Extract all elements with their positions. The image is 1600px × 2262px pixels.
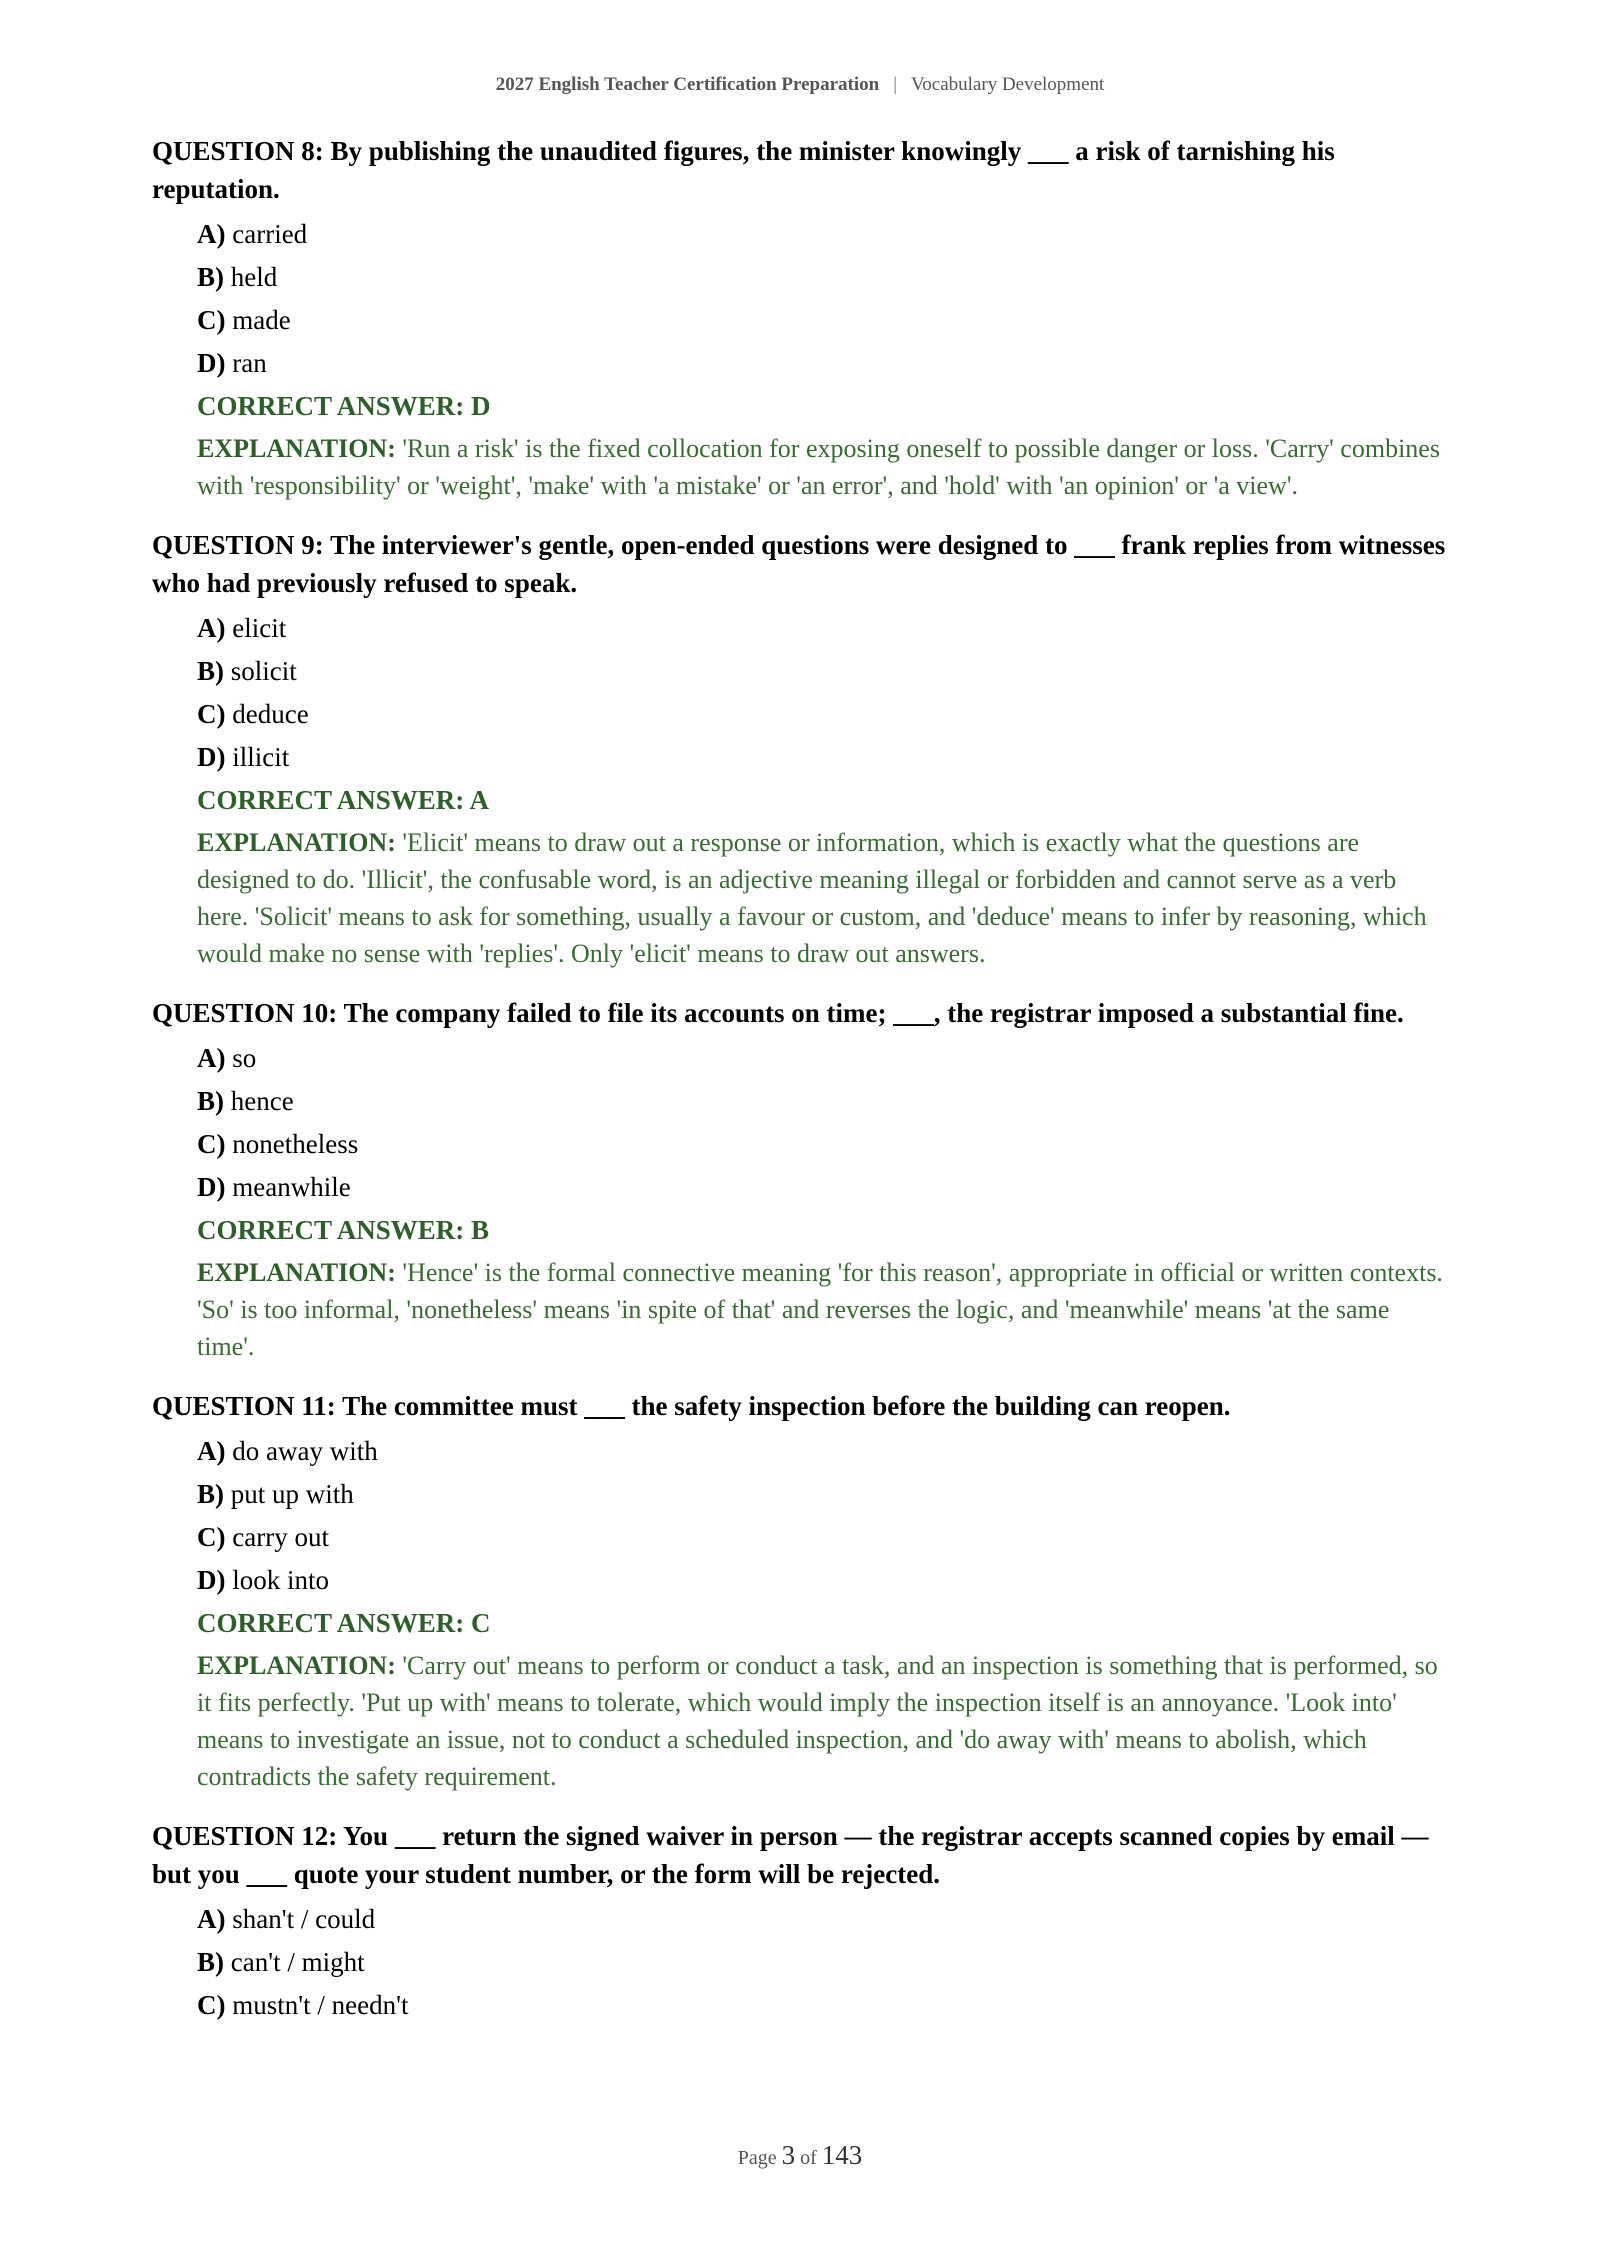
option-letter: D): [197, 742, 226, 772]
total-pages: 143: [821, 2140, 863, 2170]
options-list: [197, 607, 1452, 779]
explanation-label: EXPLANATION:: [197, 1258, 396, 1287]
option-c: [197, 693, 1452, 736]
question-stem: You ___ return the signed waiver in person — the registrar accepts scanned copies by email — but you ___ quote your student number, or the form will be rejected.: [152, 1821, 1429, 1889]
question-12: [152, 1817, 1452, 2027]
option-letter: C): [197, 699, 226, 729]
option-c: [197, 299, 1452, 342]
explanation-label: EXPLANATION:: [197, 434, 396, 463]
option-letter: A): [197, 219, 226, 249]
option-c: [197, 1123, 1452, 1166]
option-letter: B): [197, 656, 224, 686]
correct-answer: CORRECT ANSWER: B: [197, 1215, 490, 1245]
question-8: [152, 132, 1452, 504]
of-word: of: [800, 2147, 817, 2169]
question-label: QUESTION 11:: [152, 1391, 336, 1421]
option-b: [197, 1080, 1452, 1123]
option-d: [197, 1559, 1452, 1602]
section-name: Vocabulary Development: [911, 74, 1105, 95]
question-stem: The committee must ___ the safety inspection before the building can reopen.: [342, 1391, 1231, 1421]
explanation-text: 'Carry out' means to perform or conduct a task, and an inspection is something that is performed, so it fits perfectly. 'Put up with' means to tolerate, which would imply the inspection itself is an annoyance. 'Look into' means to investigate an issue, not to conduct a scheduled inspection, and 'do away with' means to abolish, which contradicts the safety requirement.: [197, 1651, 1438, 1791]
option-letter: D): [197, 348, 226, 378]
option-text: deduce: [232, 699, 309, 729]
question-label: QUESTION 12:: [152, 1821, 338, 1851]
question-stem: The interviewer's gentle, open-ended questions were designed to ___ frank replies from witnesses who had previously refused to speak.: [152, 530, 1446, 598]
explanation-text: 'Hence' is the formal connective meaning 'for this reason', appropriate in official or written contexts. 'So' is too informal, 'nonetheless' means 'in spite of that' and reverses the logic, and 'meanwhile' means 'at the same time'.: [197, 1258, 1443, 1361]
option-text: elicit: [232, 613, 287, 643]
question-text: [152, 1817, 1452, 1893]
option-text: ran: [232, 348, 267, 378]
question-stem: The company failed to file its accounts on time; ___, the registrar imposed a substantial fine.: [343, 998, 1404, 1028]
option-text: do away with: [232, 1436, 378, 1466]
option-text: meanwhile: [232, 1172, 351, 1202]
option-b: [197, 1473, 1452, 1516]
options-list: [197, 1037, 1452, 1209]
option-letter: C): [197, 1990, 226, 2020]
option-text: carried: [232, 219, 308, 249]
question-label: QUESTION 9:: [152, 530, 324, 560]
options-list: [197, 1430, 1452, 1602]
page-footer: [0, 2140, 1600, 2171]
option-letter: C): [197, 1129, 226, 1159]
option-text: put up with: [230, 1479, 354, 1509]
question-11: [152, 1387, 1452, 1795]
question-label: QUESTION 10:: [152, 998, 338, 1028]
option-text: mustn't / needn't: [232, 1990, 409, 2020]
option-text: held: [230, 262, 278, 292]
option-b: [197, 256, 1452, 299]
question-text: [152, 526, 1452, 602]
option-text: carry out: [232, 1522, 329, 1552]
option-letter: B): [197, 1086, 224, 1116]
explanation-text: 'Run a risk' is the fixed collocation for exposing oneself to possible danger or loss. 'Carry' combines with 'responsibility' or 'weight', 'make' with 'a mistake' or 'an error', and 'hold' with 'an opinion' or 'a view'.: [197, 434, 1440, 500]
option-a: [197, 1037, 1452, 1080]
explanation-label: EXPLANATION:: [197, 1651, 396, 1680]
option-a: [197, 1898, 1452, 1941]
option-text: hence: [230, 1086, 294, 1116]
option-letter: C): [197, 1522, 226, 1552]
options-list: [197, 1898, 1452, 2027]
option-letter: C): [197, 305, 226, 335]
option-letter: D): [197, 1172, 226, 1202]
option-text: made: [232, 305, 291, 335]
option-text: so: [232, 1043, 257, 1073]
explanation: [197, 1645, 1452, 1795]
option-letter: D): [197, 1565, 226, 1595]
question-list: [152, 132, 1452, 2049]
correct-answer: CORRECT ANSWER: D: [197, 391, 491, 421]
option-d: [197, 1166, 1452, 1209]
option-c: [197, 1984, 1452, 2027]
option-text: solicit: [230, 656, 297, 686]
option-letter: A): [197, 613, 226, 643]
correct-answer: CORRECT ANSWER: A: [197, 785, 490, 815]
options-list: [197, 213, 1452, 385]
page-header: [0, 74, 1600, 96]
page-word: Page: [737, 2147, 777, 2169]
question-label: QUESTION 8:: [152, 136, 324, 166]
header-separator: |: [893, 74, 898, 95]
page-number: 3: [781, 2140, 796, 2170]
option-letter: B): [197, 1947, 224, 1977]
option-text: shan't / could: [232, 1904, 376, 1934]
option-b: [197, 1941, 1452, 1984]
option-text: nonetheless: [232, 1129, 359, 1159]
document-title: 2027 English Teacher Certification Preparation: [495, 74, 880, 95]
option-letter: B): [197, 1479, 224, 1509]
option-d: [197, 342, 1452, 385]
option-letter: A): [197, 1904, 226, 1934]
option-text: look into: [232, 1565, 330, 1595]
option-a: [197, 1430, 1452, 1473]
option-b: [197, 650, 1452, 693]
question-text: [152, 1387, 1452, 1425]
option-text: can't / might: [230, 1947, 365, 1977]
option-a: [197, 607, 1452, 650]
option-letter: A): [197, 1436, 226, 1466]
option-c: [197, 1516, 1452, 1559]
explanation-text: 'Elicit' means to draw out a response or information, which is exactly what the questions are designed to do. 'Illicit', the confusable word, is an adjective meaning illegal or forbidden and cannot serve as a verb here. 'Solicit' means to ask for something, usually a favour or custom, and 'deduce' means to infer by reasoning, which would make no sense with 'replies'. Only 'elicit' means to draw out answers.: [197, 828, 1427, 968]
option-text: illicit: [232, 742, 290, 772]
explanation: [197, 1252, 1452, 1365]
question-text: [152, 994, 1452, 1032]
option-d: [197, 736, 1452, 779]
question-stem: By publishing the unaudited figures, the minister knowingly ___ a risk of tarnishing his reputation.: [152, 136, 1335, 204]
correct-answer: CORRECT ANSWER: C: [197, 1608, 491, 1638]
explanation: [197, 428, 1452, 504]
question-9: [152, 526, 1452, 972]
option-letter: B): [197, 262, 224, 292]
question-10: [152, 994, 1452, 1365]
option-a: [197, 213, 1452, 256]
explanation-label: EXPLANATION:: [197, 828, 396, 857]
option-letter: A): [197, 1043, 226, 1073]
question-text: [152, 132, 1452, 208]
explanation: [197, 822, 1452, 972]
